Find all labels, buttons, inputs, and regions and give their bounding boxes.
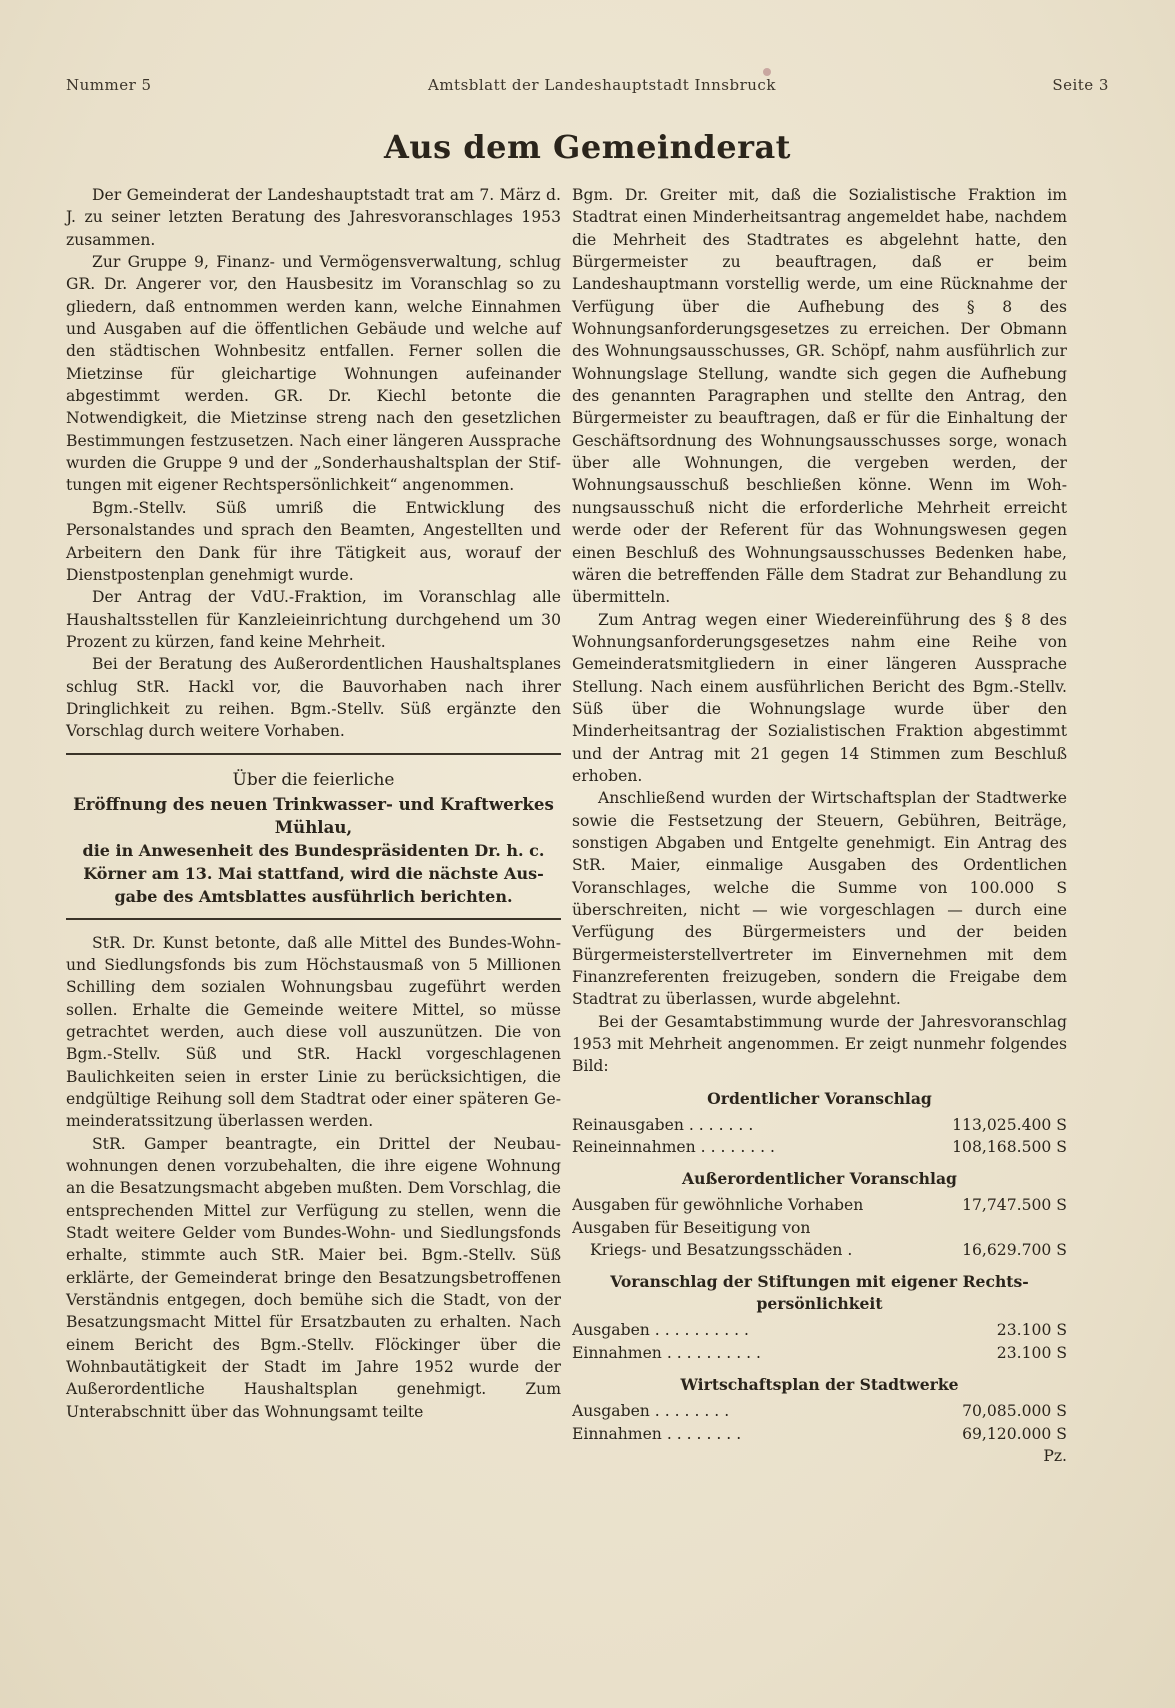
section-title: Aus dem Gemeinderat [384, 128, 791, 166]
budget-row [572, 1194, 1067, 1216]
budget-row [572, 1114, 1067, 1136]
paragraph: Anschließend wurden der Wirtschaftsplan der Stadtwerke sowie die Festsetzung der Steuern, Gebühren, Beiträge, sonstigen Abgaben und Entgelte genehmigt. Ein Antrag des StR. Maier, einmalige Ausgaben des Ordentlichen Voranschlages, welche die Summe von 100.000 S überschreiten, nicht — wie vorgeschlagen — durch eine Verfügung des Bürgermeisters und der beiden Bürgermeisterstellvertreter im Einvernehmen mit dem Finanzreferenten freizugeben, sondern die Freigabe dem Stadtrat zu überlassen, wurde abgelehnt. [572, 789, 1067, 1009]
budget-label: Reinausgaben . . . . . . . [572, 1115, 754, 1134]
budget-label: Ausgaben . . . . . . . . [572, 1402, 730, 1421]
paragraph: StR. Dr. Kunst betonte, daß alle Mittel des Bundes-Wohn- und Siedlungsfonds bis zum Höchstausmaß von 5 Millionen Schilling dem sozialen Wohnungsbau zugeführt werden sollen. Erhalte die Gemeinde weitere Mittel, so müsse getrachtet werden, auch diese voll auszunützen. Die von Bgm.-Stellv. Süß und StR. Hackl vorgeschlagenen Baulichkeiten seien in erster Linie zu berücksichtigen, die endgültige Reihung soll dem Stadtrat oder einer späteren Gemeinderatssitzung überlassen werden. [66, 933, 561, 1131]
divider-rule [66, 753, 561, 755]
budget-heading-stiftungen: Voranschlag der Stiftungen mit eigener Rechtspersönlichkeit [610, 1272, 1029, 1314]
left-column [66, 184, 561, 1423]
divider-rule [66, 918, 561, 920]
announcement-text: die in Anwesenheit des Bundespräsidenten Dr. h. c. Körner am 13. Mai stattfand, wird die nächste Ausgabe des Amtsblattes ausführlich berichten. [82, 840, 545, 906]
budget-row [572, 1319, 1067, 1341]
budget-row [572, 1136, 1067, 1158]
paragraph: Bgm. Dr. Greiter mit, daß die Sozialistische Fraktion im Stadtrat einen Minderheitsantrag angemeldet habe, nachdem die Mehrheit des Stadtrates es abgelehnt hatte, den Bürgermeister zu beauftragen, daß er beim Landeshauptmann vorstellig werde, um eine Rücknahme der Verfügung über die Aufhebung des § 8 des Wohnungsanforderungsgesetzes zu erreichen. Der Obmann des Wohnungsausschusses, GR. Schöpf, nahm ausführlich zur Wohnungslage Stellung, wandte sich gegen die Aufhebung des genannten Paragraphen und stellte den Antrag, den Bürgermeister zu beauftragen, daß er für die Einhaltung der Geschäftsordnung des Wohnungsausschusses sorge, wonach über alle Wohnungen, die vergeben werden, der Wohnungsausschuß beschließen könne. Wenn im Wohnungsausschuß nicht die erforderliche Mehrheit erreicht werde oder der Referent für das Wohnungswesen gegen einen Beschluß des Wohnungsausschusses Bedenken habe, wären die betreffenden Fälle dem Stadrat zur Behandlung zu übermitteln. [572, 186, 1067, 607]
ink-spot [763, 68, 771, 76]
paragraph: Zur Gruppe 9, Finanz- und Vermögensverwaltung, schlug GR. Dr. Angerer vor, den Hausbesitz im Voranschlag so zu gliedern, daß entnommen werden kann, welche Einnahmen und Ausgaben auf die öffentlichen Gebäude und welche auf den städtischen Wohnbesitz entfallen. Ferner sollen die Mietzinse für gleichartige Wohnungen aufeinander abgestimmt werden. GR. Dr. Kiechl betonte die Notwendigkeit, die Mietzinse streng nach den gesetzlichen Bestimmungen festzusetzen. Nach einer längeren Aussprache wurden die Gruppe 9 und der „Sonderhaushaltsplan der Stiftungen mit eigener Rechtspersönlichkeit“ angenommen. [66, 253, 561, 495]
budget-row [572, 1217, 1067, 1239]
budget-value: 113,025.400 S [952, 1115, 1067, 1134]
budget-value: 17,747.500 S [962, 1196, 1067, 1215]
right-column [572, 184, 1067, 1467]
paragraph: Der Gemeinderat der Landeshauptstadt trat am 7. März d. J. zu seiner letzten Beratung des Jahresvoranschlages 1953 zusammen. [66, 186, 561, 249]
announcement-box [66, 767, 561, 908]
budget-label: Reineinnahmen . . . . . . . . [572, 1138, 776, 1157]
announcement-headline: Eröffnung des neuen Trinkwasser- und Kraftwerkes Mühlau, [73, 793, 554, 837]
budget-row [572, 1423, 1067, 1445]
budget-row [572, 1342, 1067, 1364]
budget-value: 16,629.700 S [962, 1241, 1067, 1260]
budget-value: 108,168.500 S [952, 1138, 1067, 1157]
paragraph: Bei der Beratung des Außerordentlichen Haushaltsplanes schlug StR. Hackl vor, die Bauvorhaben nach ihrer Dringlichkeit zu reihen. Bgm.-Stellv. Süß ergänzte den Vorschlag durch weitere Vorhaben. [66, 655, 561, 741]
paragraph: StR. Gamper beantragte, ein Drittel der Neubauwohnungen denen vorzubehalten, die ihre eigene Wohnung an die Besatzungsmacht abgeben mußten. Dem Vorschlag, die entsprechenden Mittel zur Verfügung zu stellen, wenn die Stadt weitere Gelder vom Bundes-Wohn- und Siedlungsfonds erhalte, stimmte auch StR. Maier bei. Bgm.-Stellv. Süß erklärte, der Gemeinderat bringe den Besatzungsbetroffenen Verständnis entgegen, doch bemühe sich die Stadt, von der Besatzungsmacht Mittel für Ersatzbauten zu erhalten. Nach einem Bericht des Bgm.-Stellv. Flöckinger über die Wohnbautätigkeit der Stadt im Jahre 1952 wurde der Außerordentliche Haushaltsplan genehmigt. Zum Unterabschnitt über das Wohnungsamt teilte [66, 1134, 561, 1421]
budget-label: Einnahmen . . . . . . . . [572, 1424, 742, 1443]
announcement-intro: Über die feierliche [232, 769, 395, 790]
budget-value: 23.100 S [996, 1321, 1067, 1340]
budget-label: Ausgaben . . . . . . . . . . [572, 1321, 749, 1340]
paragraph: Bgm.-Stellv. Süß umriß die Entwicklung des Personalstandes und sprach den Beamten, Angestellten und Arbeitern den Dank für ihre Tätigkeit aus, worauf der Dienstpostenplan genehmigt wurde. [66, 498, 561, 584]
budget-heading-ausserordentlich: Außerordentlicher Voranschlag [682, 1169, 957, 1189]
paragraph: Zum Antrag wegen einer Wiedereinführung des § 8 des Wohnungsanforderungsgesetzes nahm eine Reihe von Gemeinderatsmitgliedern in einer längeren Aussprache Stellung. Nach einem ausführlichen Bericht des Bgm.-Stellv. Süß über die Wohnungslage wurde über den Minderheitsantrag der Sozialistischen Fraktion abgestimmt und der Antrag mit 21 gegen 14 Stimmen zum Beschluß erhoben. [572, 610, 1067, 785]
budget-label: Ausgaben für Beseitigung von [572, 1218, 811, 1237]
budget-label: Kriegs- und Besatzungsschäden . [590, 1241, 853, 1260]
page-header [66, 76, 1109, 94]
paragraph: Bei der Gesamtabstimmung wurde der Jahresvoranschlag 1953 mit Mehrheit angenommen. Er zeigt nunmehr folgendes Bild: [572, 1012, 1067, 1076]
budget-value: 70,085.000 S [962, 1402, 1067, 1421]
page-number: Seite 3 [1052, 76, 1109, 94]
budget-heading-ordentlich: Ordentlicher Voranschlag [707, 1088, 932, 1108]
budget-heading-stadtwerke: Wirtschaftsplan der Stadtwerke [680, 1375, 959, 1395]
budget-label: Ausgaben für gewöhnliche Vorhaben [572, 1196, 864, 1215]
budget-value: 69,120.000 S [962, 1424, 1067, 1443]
paragraph: Der Antrag der VdU.-Fraktion, im Voranschlag alle Haushaltsstellen für Kanzleieinrichtung durchgehend um 30 Prozent zu kürzen, fand keine Mehrheit. [66, 588, 561, 651]
budget-row [572, 1239, 1067, 1261]
author-signature: Pz. [1043, 1446, 1067, 1465]
issue-number: Nummer 5 [66, 76, 152, 94]
budget-value: 23.100 S [996, 1343, 1067, 1362]
budget-row [572, 1400, 1067, 1422]
budget-label: Einnahmen . . . . . . . . . . [572, 1343, 761, 1362]
publication-title: Amtsblatt der Landeshauptstadt Innsbruck [427, 76, 776, 94]
